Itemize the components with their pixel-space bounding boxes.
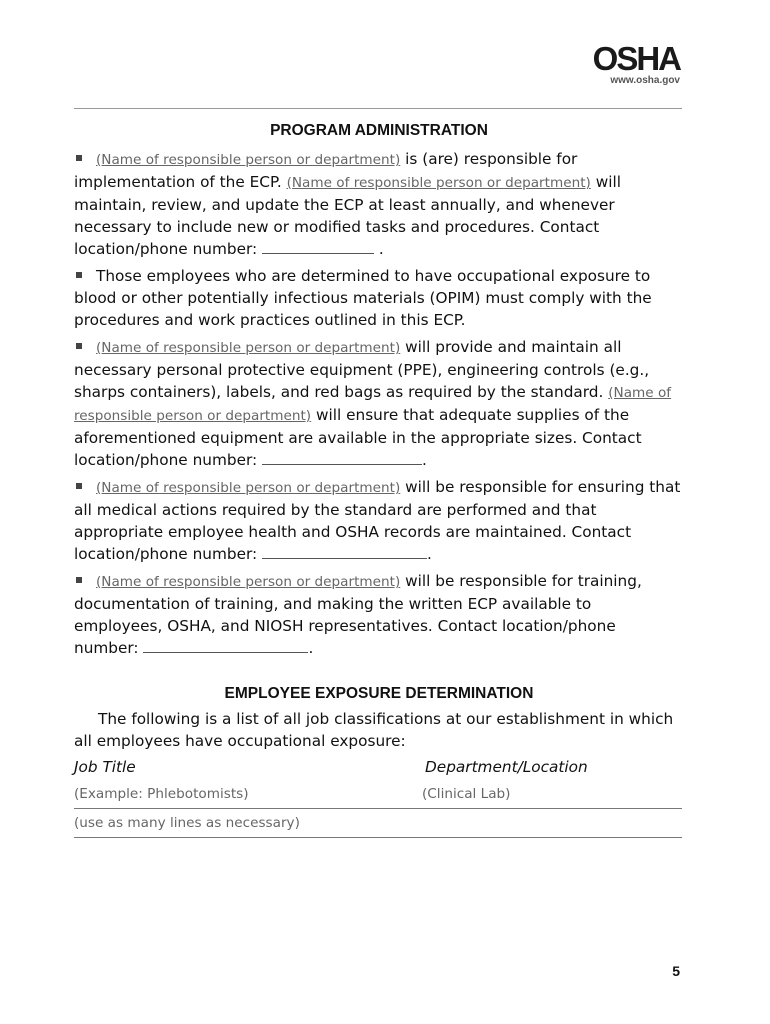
- bullet-3: (Name of responsible person or department) will provide and maintain all necessary personal protective equipment (PPE), engineering controls (e.g., sharps containers), labels, and red bags as required by the standard. (Name of responsible person or department) will ensure that adequate supplies of the aforementioned equipment are available in the appropriate sizes. Contact location/phone number: .: [74, 338, 672, 469]
- phone-blank[interactable]: [143, 637, 308, 653]
- phone-blank[interactable]: [262, 543, 427, 559]
- bullet-4: (Name of responsible person or department) will be responsible for ensuring that all medical actions required by the standard are performed and that appropriate employee health and OSHA records are maintained. Contact location/phone number: .: [74, 478, 681, 563]
- bullet-1: (Name of responsible person or department) is (are) responsible for implementation of the ECP. (Name of responsible person or department) will maintain, review, and update the ECP at least annually, and whenever necessary to include new or modified tasks and procedures. Contact location/phone number: .: [74, 150, 621, 258]
- osha-logo: [592, 40, 680, 86]
- exposure-title: EMPLOYEE EXPOSURE DETERMINATION: [224, 685, 534, 702]
- page-content: [74, 122, 684, 838]
- job-row[interactable]: [74, 815, 682, 838]
- fill-in-field[interactable]: (Name of responsible person or department): [74, 385, 672, 424]
- department-header: Department/Location: [425, 758, 588, 776]
- fill-in-field[interactable]: (Name of responsible person or department): [96, 480, 401, 496]
- job-title-cell: (Example: Phlebotomists): [74, 786, 249, 802]
- department-cell: (Clinical Lab): [422, 786, 511, 802]
- fill-in-field[interactable]: (Name of responsible person or department): [96, 574, 401, 590]
- phone-blank[interactable]: [262, 449, 422, 465]
- fill-in-field[interactable]: (Name of responsible person or department): [96, 340, 401, 356]
- logo-wordmark: OSHA: [592, 40, 680, 77]
- bullet-square-icon: [76, 483, 82, 489]
- bullet-square-icon: [76, 155, 82, 161]
- job-table-header: [74, 758, 684, 780]
- bullet-square-icon: [76, 577, 82, 583]
- bullet-square-icon: [76, 343, 82, 349]
- bullet-5: (Name of responsible person or department) will be responsible for training, documentation of training, and making the written ECP available to employees, OSHA, and NIOSH representatives. Contact location/phone number: .: [74, 572, 642, 657]
- job-title-cell: (use as many lines as necessary): [74, 815, 300, 831]
- fill-in-field[interactable]: (Name of responsible person or department): [286, 175, 591, 191]
- program-admin-title: PROGRAM ADMINISTRATION: [270, 122, 488, 139]
- job-title-header: Job Title: [74, 758, 136, 776]
- fill-in-field[interactable]: (Name of responsible person or department): [96, 152, 401, 168]
- job-row[interactable]: [74, 786, 682, 809]
- bullet-2: Those employees who are determined to have occupational exposure to blood or other potentially infectious materials (OPIM) must comply with the procedures and work practices outlined in this ECP.: [74, 267, 652, 329]
- header-divider: [74, 108, 682, 109]
- page-number: 5: [672, 963, 680, 979]
- exposure-intro: The following is a list of all job classifications at our establishment in which all employees have occupational exposure:: [74, 710, 674, 750]
- bullet-square-icon: [76, 272, 82, 278]
- phone-blank[interactable]: [262, 238, 374, 254]
- logo-url: www.osha.gov: [610, 75, 680, 86]
